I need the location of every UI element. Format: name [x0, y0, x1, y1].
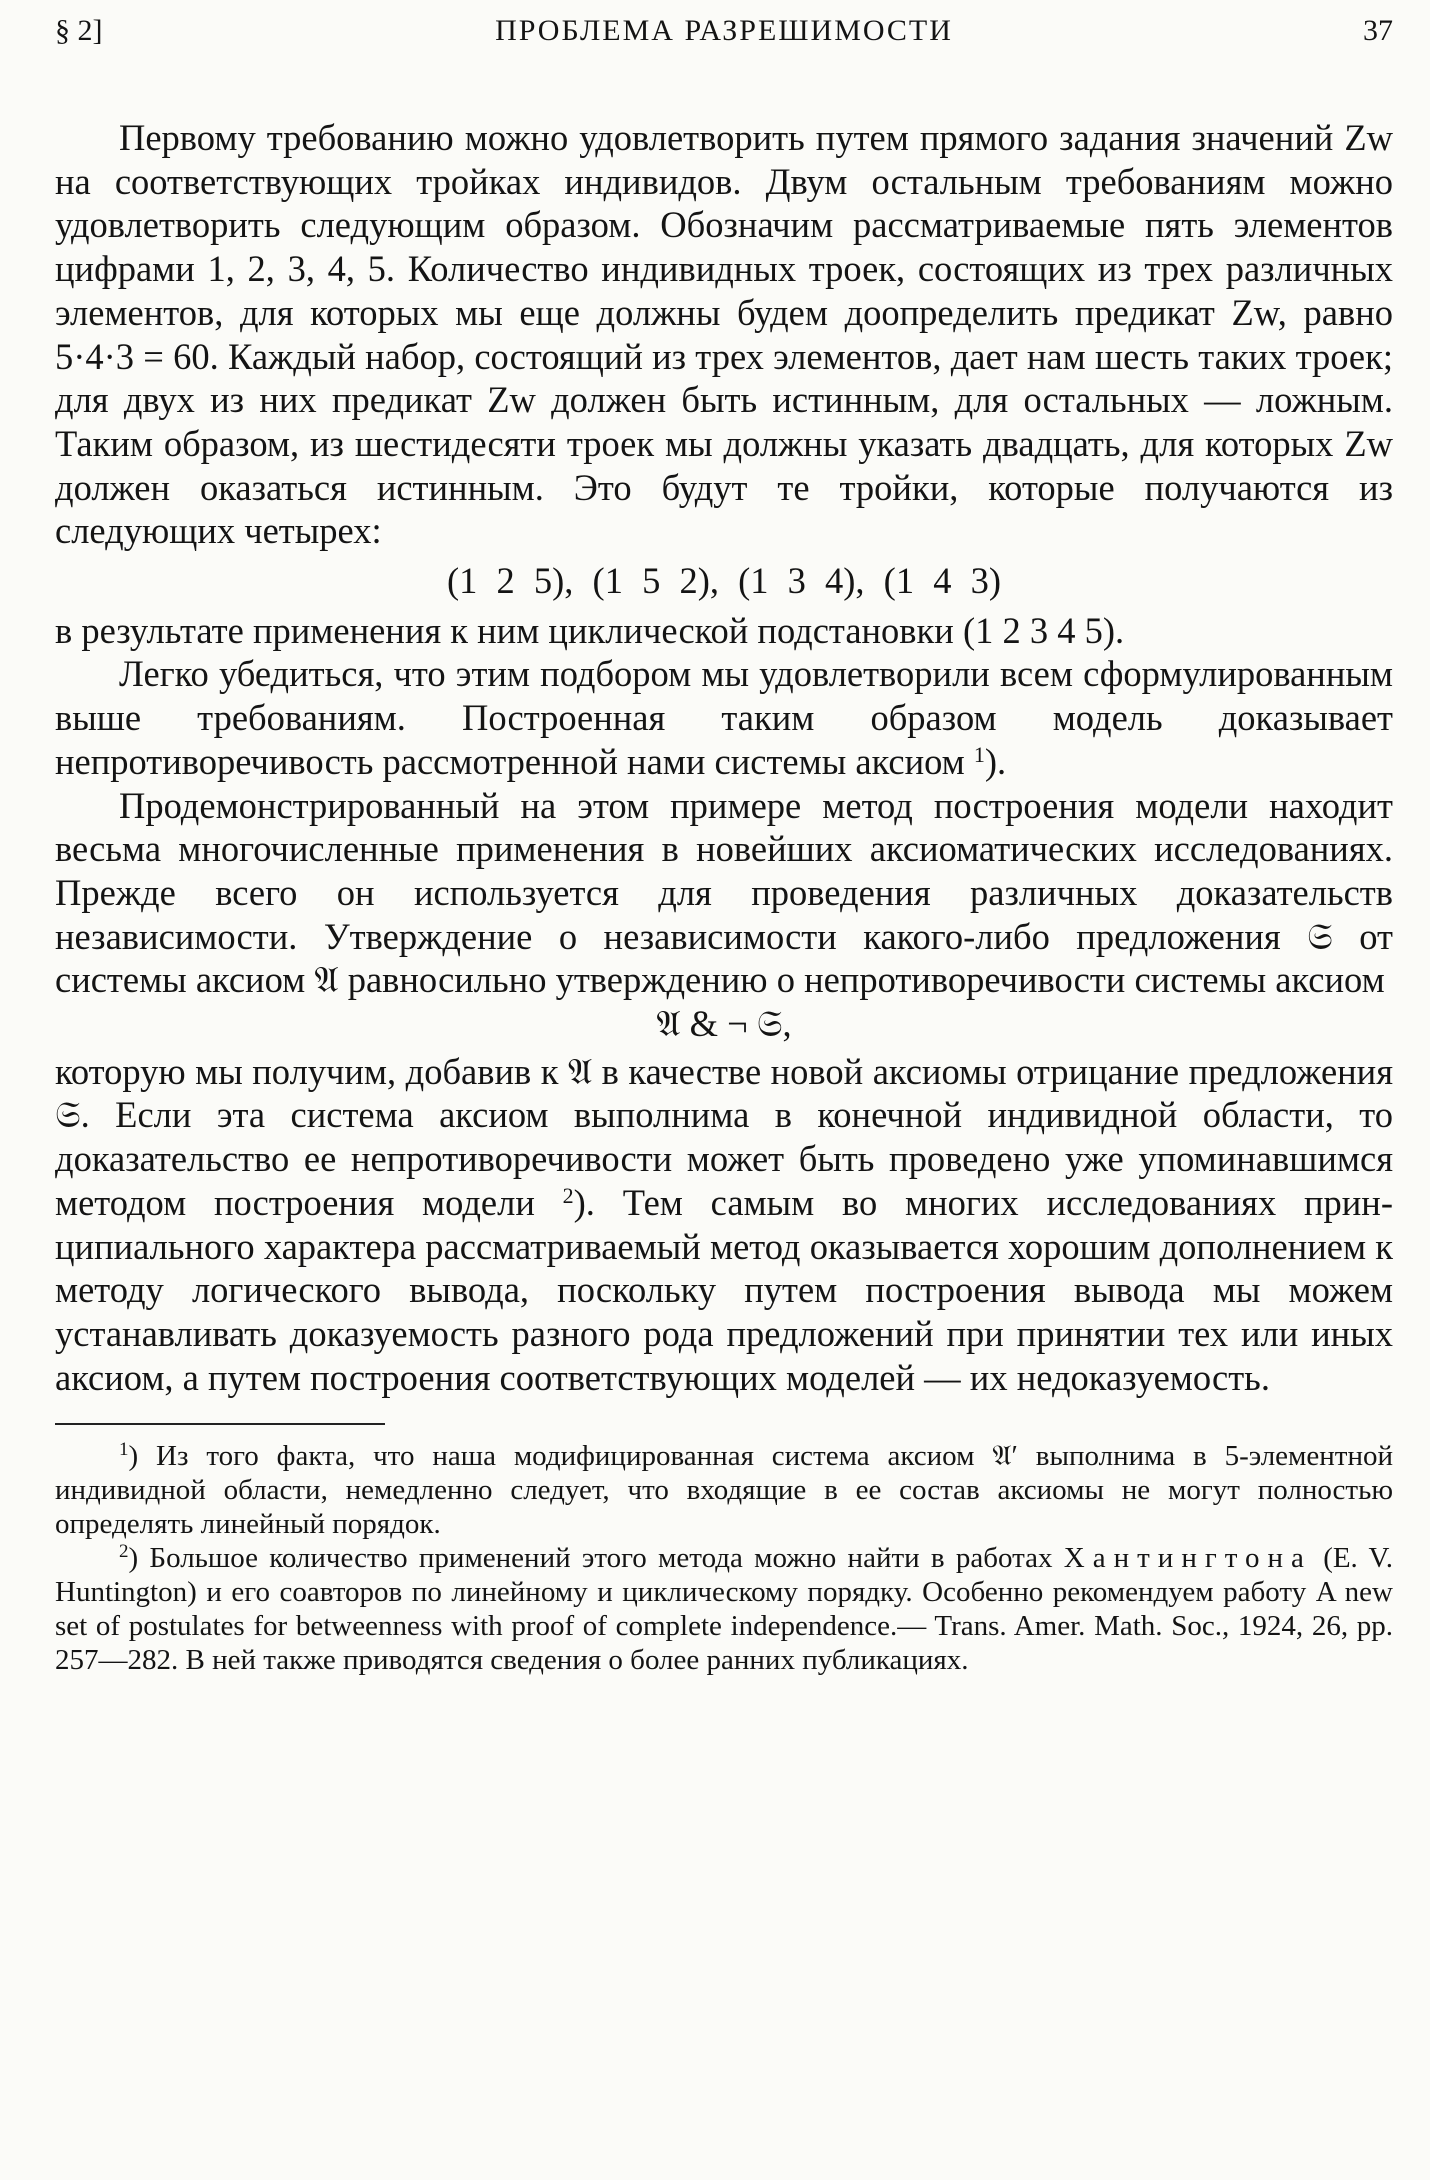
footnote-2: [55, 1541, 1393, 1677]
footnote-ref-1[interactable]: 1: [973, 741, 985, 767]
footnote-2-author: Хантингтона: [1063, 1542, 1312, 1575]
axiom-formula: 𝔄 & ¬ 𝔖,: [656, 1003, 792, 1045]
paragraph-5: [55, 1050, 1393, 1400]
paragraph-2: в результате применения к ним циклической подстановки (1 2 3 4 5).: [55, 609, 1125, 651]
book-page: [55, 14, 1393, 1677]
footnote-2-mark: 2: [119, 1541, 129, 1563]
footnote-1: [55, 1439, 1393, 1541]
footnote-ref-2[interactable]: 2: [562, 1182, 574, 1208]
footnote-1-mark: 1: [119, 1439, 129, 1461]
page-number: 37: [1363, 14, 1393, 47]
paragraph-5-text-b: ). Тем самым во многих исследованиях принципиального характера рассматриваемый метод оказывается хорошим дополнением к методу логического вывода, поскольку путем построения вывода мы можем устанавливать доказуемость разного рода предложений при принятии тех или иных аксиом, а путем построения соответствующих моделей — их недоказуемость.: [55, 1181, 1393, 1398]
main-text: [55, 116, 1393, 1399]
footnote-1-text: ) Из того факта, что наша модифицированная система аксиом 𝔄′ выполнима в 5-элементной индивидной области, немедленно следует, что входящие в ее состав аксиомы не могут полностью определять линейный порядок.: [55, 1440, 1393, 1541]
paragraph-1: Первому требованию можно удовлетворить путем прямого задания значений Zw на соответствующих тройках индивидов. Двум остальным требованиям можно удовлетворить следующим образом. Обозначим рассматриваемые пять элементов цифрами 1, 2, 3, 4, 5. Количество индивидных троек, состоящих из трех различных элементов, для которых мы еще должны будем доопределить предикат Zw, равно 5·4·3 = 60. Каждый набор, состоящий из трех элементов, дает нам шесть таких троек; для двух из них предикат Zw должен быть истинным, для остальных — ложным. Таким образом, из шестидесяти троек мы должны указать двадцать, для которых Zw должен оказаться истинным. Это будут те тройки, которые получаются из следующих четырех:: [55, 117, 1393, 552]
section-mark: § 2]: [55, 14, 103, 47]
running-header: [55, 14, 1393, 64]
paragraph-3-end: ).: [984, 740, 1007, 782]
footnote-divider: [55, 1423, 385, 1425]
triples-formula: (1 2 5), (1 5 2), (1 3 4), (1 4 3): [447, 560, 1001, 602]
paragraph-5-text-a: которую мы получим, добавив к 𝔄 в качестве новой аксиомы отрицание предложения 𝔖. Если эта система аксиом выполнима в конечной индивидной области, то доказательство ее непротиворечивости может быть проведено уже упоминавшимся методом построения модели: [55, 1050, 1393, 1223]
footnote-2-text-a: ) Большое количество применений этого метода можно найти в работах: [128, 1542, 1053, 1575]
running-title: ПРОБЛЕМА РАЗРЕШИМОСТИ: [495, 14, 953, 47]
paragraph-3-text: Легко убедиться, что этим подбором мы удовлетворили всем сформулированным выше требованиям. Построенная таким образом модель доказывает непротиворечивость рассмотренной нами системы аксиом: [55, 653, 1393, 782]
paragraph-3: [55, 652, 1393, 783]
paragraph-4: Продемонстрированный на этом примере метод построения модели находит весьма многочисленные применения в новейших аксиоматических исследованиях. Прежде всего он используется для проведения различных доказательств независимости. Утверждение о независимости какого-либо предложения 𝔖 от системы аксиом 𝔄 равносильно утверждению о непротиворечивости системы аксиом: [55, 784, 1393, 1001]
footnote-2-text-b: (E. V. Huntington) и его соавторов по линейному и циклическому порядку. Особенно рекомендуем работу A new set of postulates for betweenness with proof of complete independence.— Trans. Amer. Math. Soc., 1924, 26, pp. 257—282. В ней также приводятся сведения о более ранних публикациях.: [55, 1542, 1394, 1677]
